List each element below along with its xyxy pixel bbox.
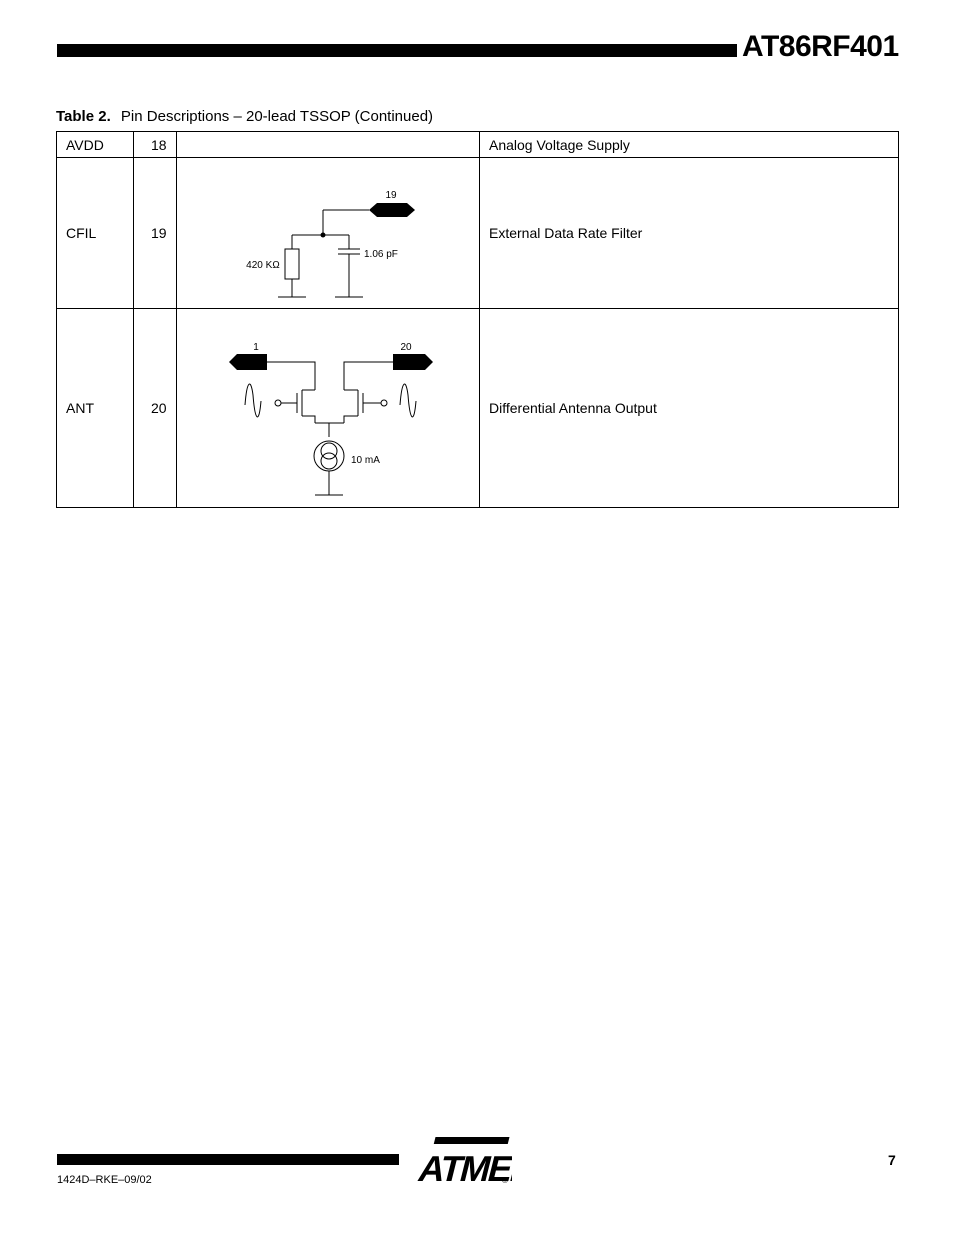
left-pin-label: 1 <box>253 342 259 353</box>
pin-diagram-cell <box>177 309 480 508</box>
pin-number: 20 <box>134 309 177 508</box>
table-row <box>57 309 899 508</box>
pin-diagram-cell <box>177 132 480 158</box>
logo-text: ATMEL <box>414 1148 512 1187</box>
footer-rule <box>57 1154 399 1165</box>
pin-connector-icon <box>369 203 415 217</box>
pin-name: CFIL <box>57 158 134 309</box>
ant-circuit-diagram <box>177 309 479 504</box>
document-code: 1424D–RKE–09/02 <box>57 1174 152 1186</box>
pin-number: 19 <box>134 158 177 309</box>
table-row <box>57 132 899 158</box>
current-source-label: 10 mA <box>351 455 380 466</box>
resistor-label: 420 KΩ <box>246 260 280 271</box>
left-pin-connector-icon <box>229 354 267 370</box>
pin-diagram-cell <box>177 158 480 309</box>
page-number: 7 <box>888 1152 896 1168</box>
capacitor-label: 1.06 pF <box>364 249 398 260</box>
table-caption <box>56 108 433 125</box>
table-caption-text: Pin Descriptions – 20-lead TSSOP (Continued) <box>120 108 434 125</box>
pin-description: Differential Antenna Output <box>480 309 899 508</box>
pin-descriptions-table <box>56 131 899 508</box>
registered-mark: ® <box>502 1176 508 1185</box>
pin-label: 19 <box>385 190 397 201</box>
pin-number: 18 <box>134 132 177 158</box>
header-rule <box>57 44 737 57</box>
junction-dot <box>321 233 326 238</box>
pin-description: External Data Rate Filter <box>480 158 899 309</box>
pin-name: AVDD <box>57 132 134 158</box>
table-row <box>57 158 899 309</box>
atmel-logo-mark <box>408 1135 512 1187</box>
right-pin-connector-icon <box>393 354 433 370</box>
pin-name: ANT <box>57 309 134 508</box>
document-title: AT86RF401 <box>742 30 899 63</box>
atmel-logo <box>408 1135 512 1192</box>
pin-description: Analog Voltage Supply <box>480 132 899 158</box>
cfil-circuit-diagram <box>177 158 479 305</box>
table-caption-label: Table 2. <box>56 108 111 125</box>
right-pin-label: 20 <box>400 342 412 353</box>
